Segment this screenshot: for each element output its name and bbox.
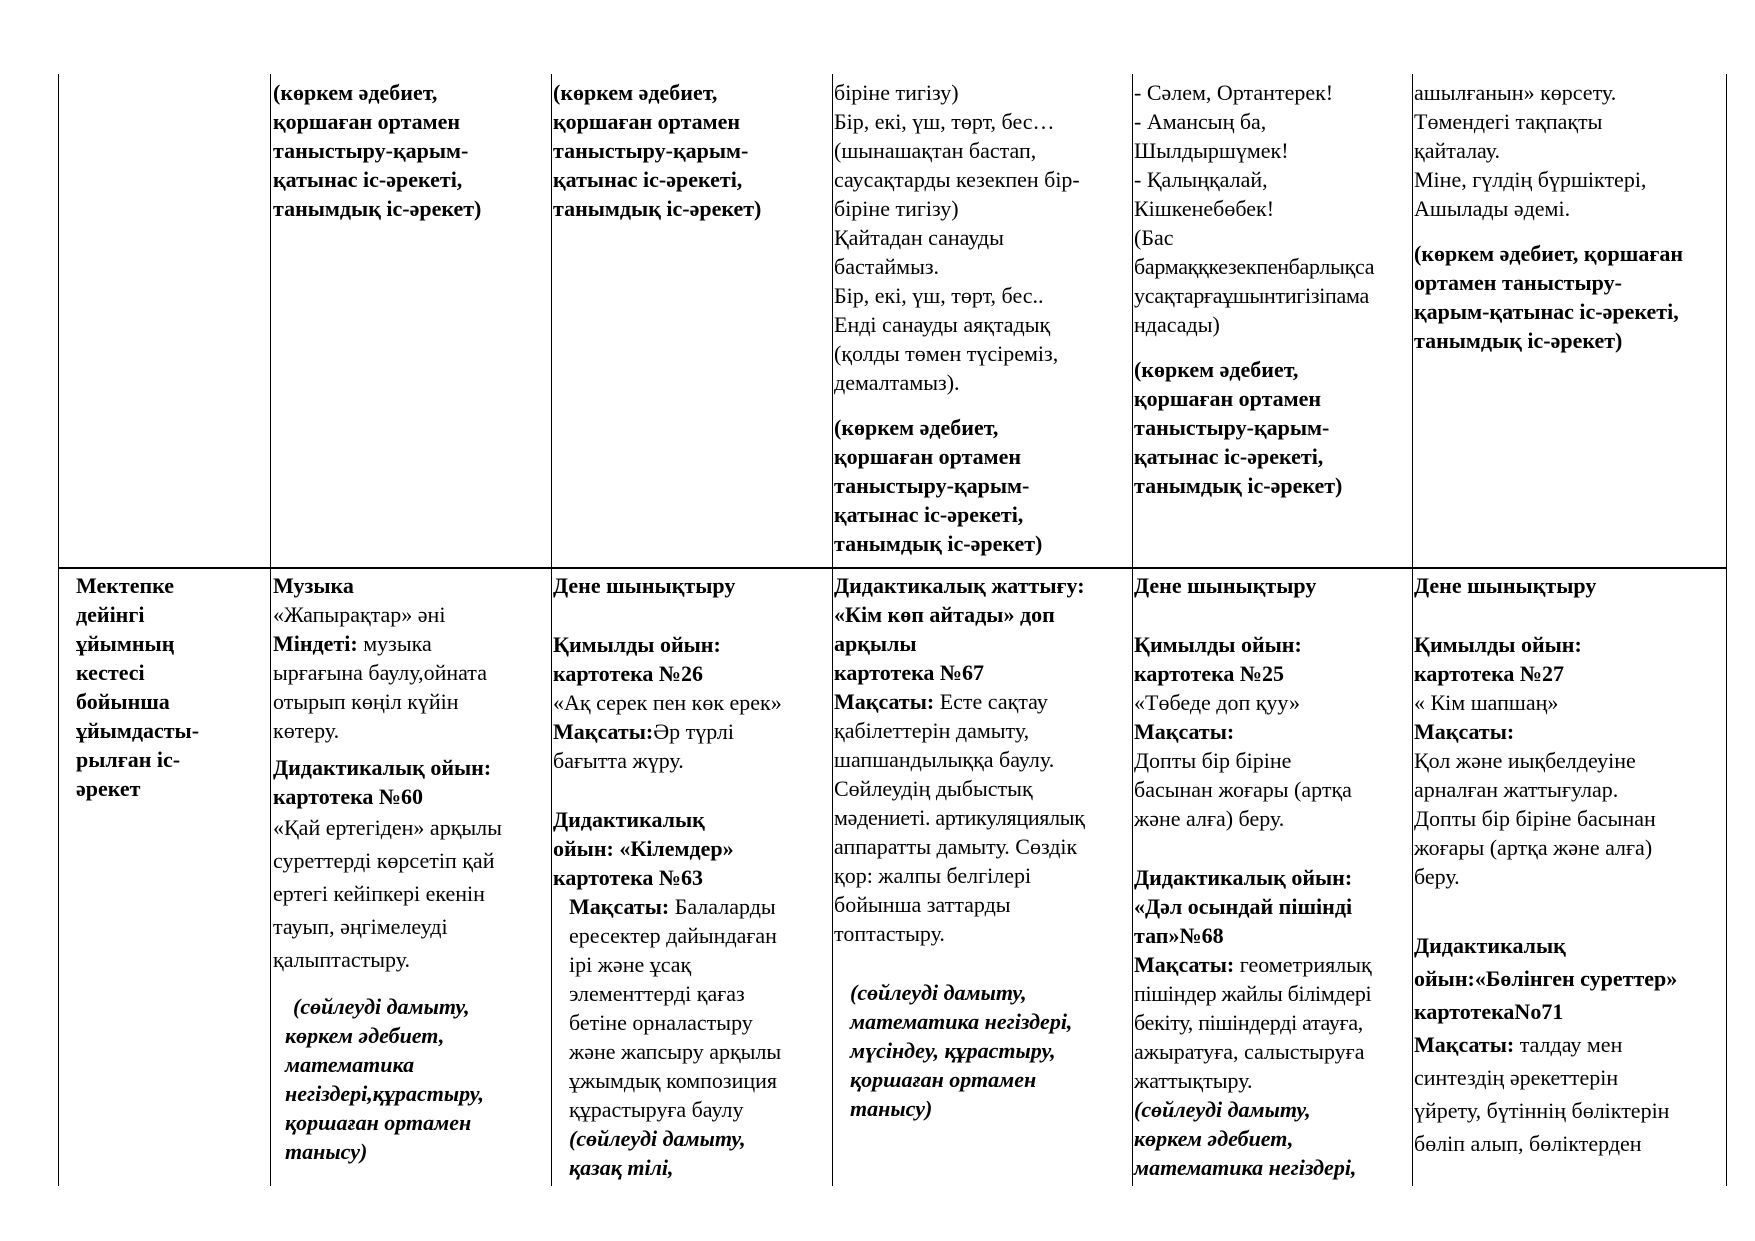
text-line: Шылдыршүмек!: [1134, 138, 1289, 163]
goal-label: Мақсаты:: [1414, 719, 1515, 744]
text-line: қоршаған ортамен: [850, 1067, 1037, 1092]
text-line: қоршаған ортамен: [273, 109, 461, 134]
section-title: Қимылды ойын:: [1134, 632, 1302, 657]
section-title: картотека №60: [273, 784, 424, 809]
text-line: бармаққкезекпенбарлықса: [1134, 254, 1375, 279]
section-title: «Дәл осындай пішінді: [1134, 894, 1353, 919]
column-divider-5: [1412, 74, 1413, 1186]
text-line: тауып, әңгімелеуді: [273, 914, 448, 939]
text-line: (сөйлеуді дамыту,: [850, 980, 1027, 1005]
goal-label: Мақсаты:: [1134, 719, 1235, 744]
text-line: геометриялық: [1234, 952, 1372, 977]
text-line: ертегі кейіпкері екенін: [273, 881, 485, 906]
text-line: Әр түрлі: [653, 719, 735, 744]
column-divider-1: [270, 74, 271, 1186]
text-line: Сөйлеудің дыбыстық: [834, 776, 1033, 801]
text-line: қарым-қатынас іс-әрекеті,: [1414, 299, 1679, 324]
text-line: Допты бір біріне: [1134, 748, 1292, 773]
text-line: қазақ тілі,: [569, 1155, 674, 1180]
row2-col4-cell: [834, 571, 1130, 1123]
row1-col5-cell: [1134, 78, 1410, 500]
section-title: Дене шынықтыру: [1134, 573, 1317, 598]
row1-col3-cell: [553, 78, 829, 223]
text-line: танымдық іс-әрекет): [834, 531, 1043, 556]
section-title: картотека №63: [553, 865, 704, 890]
section-title: Дидактикалық: [1414, 933, 1566, 958]
section-title: Дидактикалық жаттығу:: [834, 573, 1085, 598]
text-line: танымдық іс-әрекет): [273, 196, 482, 221]
text-line: бекіту, пішіндерді атауға,: [1134, 1010, 1363, 1035]
text-line: (сөйлеуді дамыту,: [1134, 1097, 1311, 1122]
section-title: «Кім көп айтады» доп: [834, 602, 1055, 627]
text-line: «Төбеде доп қуу»: [1134, 690, 1300, 715]
text-line: Бір, екі, үш, төрт, бес..: [834, 283, 1044, 308]
table-border-left: [58, 74, 59, 1186]
text-line: Мектепке: [76, 573, 175, 598]
text-line: ортамен таныстыру-: [1414, 270, 1622, 295]
row2-col6-cell: [1414, 571, 1724, 1160]
text-line: (Бас: [1134, 225, 1174, 250]
row-divider: [58, 567, 1727, 569]
text-line: отырып көңіл күйін: [273, 689, 459, 714]
section-title: картотека №25: [1134, 661, 1285, 686]
text-line: әрекет: [76, 776, 141, 801]
text-line: қатынас іс-әрекеті,: [273, 167, 463, 192]
text-line: танымдық іс-әрекет): [553, 196, 762, 221]
text-line: ажыратуға, салыстыруға: [1134, 1039, 1365, 1064]
text-line: ұжымдық композиция: [569, 1068, 778, 1093]
text-line: Енді санауды аяқтадық: [834, 312, 1051, 337]
text-line: Бір, екі, үш, төрт, бес…: [834, 109, 1055, 134]
row2-col3-cell: [553, 571, 829, 1182]
text-line: қатынас іс-әрекеті,: [553, 167, 743, 192]
section-title: Дидактикалық ойын:: [1134, 865, 1353, 890]
text-line: танымдық іс-әрекет): [1134, 473, 1343, 498]
text-line: (көркем әдебиет,: [834, 415, 999, 440]
text-line: қатынас іс-әрекеті,: [1134, 444, 1324, 469]
text-line: демалтамыз).: [834, 370, 960, 395]
text-line: ашылғанын» көрсету.: [1414, 80, 1617, 105]
text-line: (көркем әдебиет, қоршаған: [1414, 241, 1684, 266]
row2-label-cell: [76, 571, 266, 803]
text-line: Есте сақтау: [934, 689, 1048, 714]
text-line: саусақтарды кезекпен бір-: [834, 167, 1080, 192]
text-line: басынан жоғары (артқа: [1134, 777, 1352, 802]
text-line: қоршаған ортамен: [834, 444, 1022, 469]
section-title: Дидактикалық: [553, 807, 705, 832]
text-line: пішіндер жайлы білімдері: [1134, 981, 1372, 1006]
text-line: бөліп алып, бөліктерден: [1414, 1131, 1642, 1156]
section-title: арқылы: [834, 631, 917, 656]
text-line: бағытта жүру.: [553, 748, 684, 773]
text-line: қалыптастыру.: [273, 947, 410, 972]
text-line: таныстыру-қарым-: [1134, 415, 1330, 440]
text-line: усақтарғаұшынтигізіпама: [1134, 283, 1369, 308]
text-line: негіздері,құрастыру,: [285, 1081, 484, 1106]
text-line: музыка: [357, 631, 432, 656]
text-line: кестесі: [76, 660, 145, 685]
section-title: картотекаNo71: [1414, 999, 1564, 1024]
text-line: таныстыру-қарым-: [553, 138, 749, 163]
text-line: ұйымдасты-: [76, 718, 200, 743]
text-line: және жапсыру арқылы: [569, 1039, 782, 1064]
text-line: аппаратты дамыту. Сөздік: [834, 834, 1078, 859]
text-line: (шынашақтан бастап,: [834, 138, 1037, 163]
text-line: бастаймыз.: [834, 254, 940, 279]
text-line: ересектер дайындаған: [569, 923, 777, 948]
text-line: мүсіндеу, құрастыру,: [850, 1038, 1056, 1063]
text-line: Допты бір біріне басынан: [1414, 806, 1656, 831]
text-line: - Сәлем, Ортантерек!: [1134, 80, 1334, 105]
text-line: Кішкенебөбек!: [1134, 196, 1275, 221]
section-title: картотека №27: [1414, 661, 1565, 686]
goal-label: Мақсаты:: [1134, 952, 1235, 977]
text-line: беру.: [1414, 864, 1460, 889]
text-line: танысу): [850, 1096, 933, 1121]
text-line: шапшандылыққа баулу.: [834, 747, 1055, 772]
text-line: және алға) беру.: [1134, 806, 1285, 831]
text-line: математика негіздері,: [850, 1009, 1073, 1034]
text-line: талдау мен: [1514, 1032, 1623, 1057]
text-line: мәдениеті. артикуляциялық: [834, 805, 1085, 830]
section-title: Дене шынықтыру: [1414, 573, 1597, 598]
text-line: біріне тигізу): [834, 196, 959, 221]
text-line: танымдық іс-әрекет): [1414, 328, 1623, 353]
row1-col6-cell: [1414, 78, 1724, 355]
text-line: қайталау.: [1414, 138, 1500, 163]
text-line: Қол және иықбелдеуіне: [1414, 748, 1636, 773]
section-title: картотека №67: [834, 660, 985, 685]
section-title: ойын: «Кілемдер»: [553, 836, 734, 861]
text-line: (сөйлеуді дамыту,: [293, 994, 470, 1019]
text-line: қоршаған ортамен: [285, 1110, 472, 1135]
section-title: Музыка: [273, 573, 354, 598]
text-line: таныстыру-қарым-: [834, 473, 1030, 498]
section-title: Дидактикалық ойын:: [273, 755, 492, 780]
goal-label: Мақсаты:: [834, 689, 935, 714]
text-line: біріне тигізу): [834, 80, 959, 105]
text-line: дейінгі: [76, 602, 145, 627]
section-title: тап»№68: [1134, 923, 1224, 948]
text-line: қор: жалпы белгілері: [834, 863, 1032, 888]
text-line: қатынас іс-әрекеті,: [834, 502, 1024, 527]
column-divider-3: [832, 74, 833, 1186]
text-line: - Қалыңқалай,: [1134, 167, 1268, 192]
text-line: жаттықтыру.: [1134, 1068, 1253, 1093]
text-line: таныстыру-қарым-: [273, 138, 469, 163]
text-line: бойынша заттарды: [834, 892, 1011, 917]
text-line: танысу): [285, 1139, 368, 1164]
text-line: арналған жаттығулар.: [1414, 777, 1619, 802]
text-line: математика негіздері,: [1134, 1155, 1357, 1180]
text-line: ндасады): [1134, 312, 1220, 337]
text-line: математика: [285, 1052, 415, 1077]
text-line: (көркем әдебиет,: [273, 80, 438, 105]
text-line: Ашылады әдемі.: [1414, 196, 1571, 221]
text-line: «Ақ серек пен көк ерек»: [553, 690, 782, 715]
table-border-right: [1726, 74, 1727, 1186]
row2-col5-cell: [1134, 571, 1410, 1182]
text-line: рылған іс-: [76, 747, 181, 772]
text-line: ұйымның: [76, 631, 175, 656]
text-line: Міне, гүлдің бүршіктері,: [1414, 167, 1647, 192]
section-title: картотека №26: [553, 661, 704, 686]
row2-col2-cell: [273, 571, 548, 1166]
text-line: үйрету, бүтіннің бөліктерін: [1414, 1098, 1670, 1123]
text-line: ырғағына баулу,ойната: [273, 660, 487, 685]
text-line: «Жапырақтар» әні: [273, 602, 446, 627]
text-line: Қайтадан санауды: [834, 225, 1004, 250]
text-line: бетіне орналастыру: [569, 1010, 753, 1035]
text-line: құрастыруға баулу: [569, 1097, 744, 1122]
row1-col4-cell: [834, 78, 1130, 558]
text-line: суреттерді көрсетіп қай: [273, 848, 495, 873]
goal-label: Мақсаты:: [1414, 1032, 1515, 1057]
task-label: Міндеті:: [273, 631, 358, 656]
text-line: (қолды төмен түсіреміз,: [834, 341, 1059, 366]
text-line: элементтерді қағаз: [569, 981, 745, 1006]
text-line: Балаларды: [669, 894, 776, 919]
text-line: қабілеттерін дамыту,: [834, 718, 1030, 743]
goal-label: Мақсаты:: [569, 894, 670, 919]
section-title: ойын:«Бөлінген суреттер»: [1414, 966, 1678, 991]
text-line: ірі және ұсақ: [569, 952, 692, 977]
text-line: Төмендегі тақпақты: [1414, 109, 1603, 134]
text-line: (сөйлеуді дамыту,: [569, 1126, 746, 1151]
text-line: жоғары (артқа және алға): [1414, 835, 1653, 860]
row1-col2-cell: [273, 78, 548, 223]
section-title: Қимылды ойын:: [1414, 632, 1582, 657]
section-title: Дене шынықтыру: [553, 573, 736, 598]
text-line: көркем әдебиет,: [285, 1023, 445, 1048]
text-line: бойынша: [76, 689, 170, 714]
text-line: топтастыру.: [834, 921, 945, 946]
text-line: көркем әдебиет,: [1134, 1126, 1294, 1151]
goal-label: Мақсаты:: [553, 719, 654, 744]
text-line: (көркем әдебиет,: [1134, 357, 1299, 382]
text-line: «Қай ертегіден» арқылы: [273, 815, 502, 840]
text-line: қоршаған ортамен: [553, 109, 741, 134]
text-line: қоршаған ортамен: [1134, 386, 1322, 411]
text-line: (көркем әдебиет,: [553, 80, 718, 105]
text-line: көтеру.: [273, 718, 340, 743]
text-line: синтездің әрекеттерін: [1414, 1065, 1619, 1090]
section-title: Қимылды ойын:: [553, 632, 721, 657]
text-line: - Амансың ба,: [1134, 109, 1267, 134]
column-divider-2: [551, 74, 552, 1186]
column-divider-4: [1132, 74, 1133, 1186]
text-line: « Кім шапшаң»: [1414, 690, 1559, 715]
